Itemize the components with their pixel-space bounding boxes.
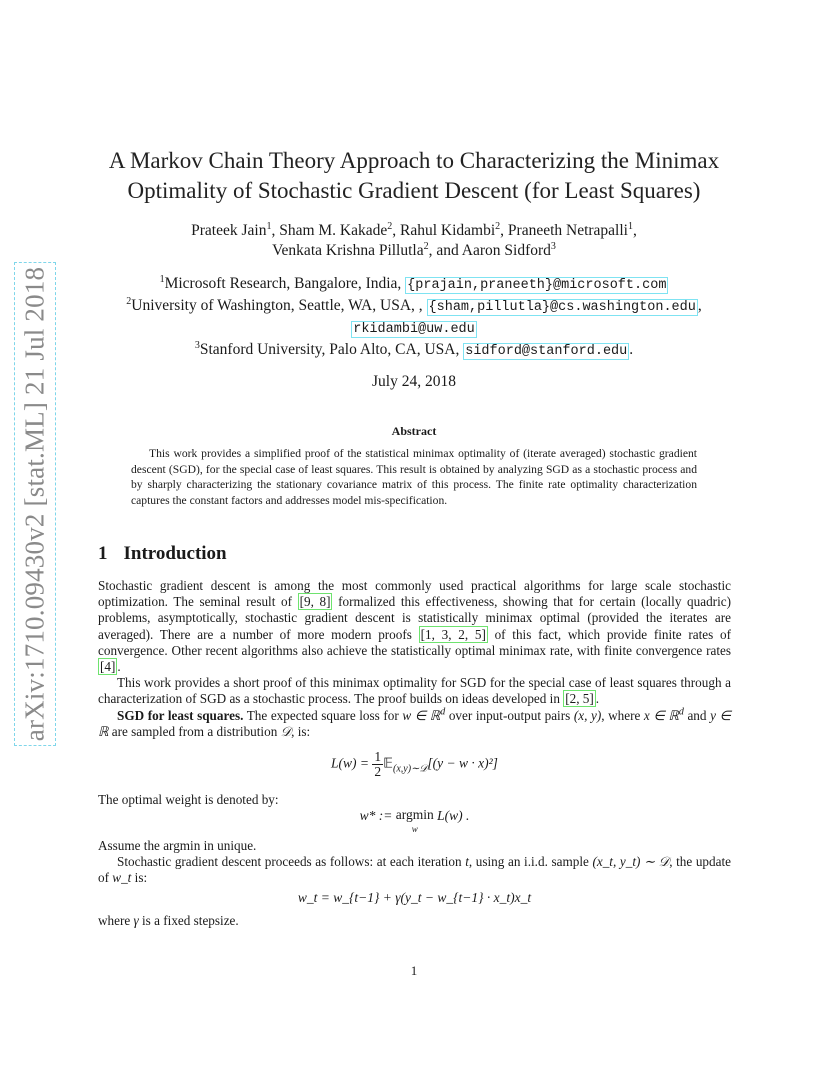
citation-link[interactable]: [2, 5] <box>565 691 594 707</box>
text-run: of this fact, which provide finite rates of convergence. Other recent algorithms also achieve the statistically optimal minimax rate, with finite convergence rates <box>98 626 731 658</box>
text-run: , is: <box>291 723 311 739</box>
text-run: Stochastic gradient descent is among the most commonly used practical algorithms for large scale stochastic optimization. The seminal result of <box>98 578 731 610</box>
math-inline <box>644 708 684 723</box>
affil-text: Stanford University, Palo Alto, CA, USA, <box>199 341 460 358</box>
paragraph <box>98 675 731 707</box>
sgd-text <box>98 838 731 887</box>
abstract-heading: Abstract <box>391 424 437 438</box>
math-text: L(w) = <box>331 755 370 771</box>
paragraph: The optimal weight is denoted by: <box>98 792 279 807</box>
section-number: 1 <box>98 543 108 564</box>
math-inline: t <box>465 854 469 870</box>
text-run: , the update of <box>98 854 731 886</box>
affil-mark: 1 <box>266 220 272 232</box>
email-link[interactable]: {prajain,praneeth}@microsoft.com <box>407 278 667 293</box>
math-inline: γ <box>133 913 139 928</box>
text-run: Stochastic gradient descent proceeds as follows: at each iteration <box>117 854 466 870</box>
opt-text <box>98 792 731 808</box>
denominator: 2 <box>374 764 382 779</box>
affil-mark: 1 <box>159 273 165 285</box>
math-text: [(y − w · x)²] <box>427 755 498 771</box>
paper-title <box>60 146 768 206</box>
equation-loss <box>98 750 731 779</box>
text-run: , using an i.i.d. sample <box>468 854 593 870</box>
paragraph <box>98 578 731 675</box>
paragraph <box>98 854 731 886</box>
title-line-2: Optimality of Stochastic Gradient Descent (for Least Squares) <box>127 178 701 203</box>
author-name: Venkata Krishna Pillutla <box>272 242 424 259</box>
page-number: 1 <box>410 963 418 978</box>
affil-text: University of Washington, Seattle, WA, USA, , <box>131 297 423 314</box>
email-link[interactable]: {sham,pillutla}@cs.washington.edu <box>428 300 696 315</box>
math-inline: (x_t, y_t) ∼ 𝒟 <box>592 854 670 870</box>
affil-mark: 2 <box>126 295 132 307</box>
math-inline: y ∈ ℝ <box>98 707 732 739</box>
email-link[interactable]: sidford@stanford.edu <box>465 344 628 359</box>
text-run: This work provides a short proof of this minimax optimality for SGD for the special case of least squares through a characterization of SGD as a stochastic process. The proof builds on ideas developed in <box>98 675 731 707</box>
citation-link[interactable]: [9, 8] <box>299 594 331 610</box>
affil-mark: 3 <box>194 339 200 351</box>
numerator: 1 <box>374 749 382 764</box>
author-name: Prateek Jain <box>191 222 267 239</box>
title-line-1: A Markov Chain Theory Approach to Characterizing the Minimax <box>108 148 720 173</box>
argmin-operator <box>396 808 434 836</box>
affil-text: Microsoft Research, Bangalore, India, <box>164 275 402 292</box>
affiliation-1 <box>60 274 768 296</box>
affiliations <box>60 274 768 362</box>
math-text: L(w) . <box>437 808 470 823</box>
math-text: w ∈ ℝ <box>402 707 441 723</box>
text-run: . <box>117 659 121 675</box>
section-heading <box>98 543 227 565</box>
equation-update: w_t = w_{t−1} + γ(y_t − w_{t−1} · x_t)x_t <box>297 890 532 905</box>
text-run: is a fixed stepsize. <box>138 913 239 928</box>
affiliation-3: $^3$Stanford University, Palo Alto, CA, USA, sidford@stanford.edu . <box>194 339 634 359</box>
math-sub: (x,y)∼𝒟 <box>393 763 428 775</box>
math-inline: 𝒟 <box>280 723 292 739</box>
arxiv-id: arXiv:1710.09430v2 [stat.ML] 21 Jul 2018 <box>19 266 50 742</box>
author-name: Aaron Sidford <box>461 242 551 259</box>
and-word: and <box>436 242 459 259</box>
arxiv-stamp[interactable] <box>14 262 56 746</box>
citation-link[interactable]: [4] <box>100 659 116 675</box>
paragraph <box>98 913 731 929</box>
math-sup: d <box>678 706 684 718</box>
run-in-heading: SGD for least squares. <box>117 707 244 723</box>
math-text: w* := <box>359 808 393 823</box>
paragraph <box>98 708 731 740</box>
text-run: and <box>683 707 711 723</box>
section-title: Introduction <box>123 543 227 564</box>
paper-date: July 24, 2018 <box>372 373 456 390</box>
operator-name: argmin <box>395 807 434 822</box>
text-run: , where <box>601 707 644 723</box>
text-run: formalized this effectiveness, showing that for certain (locally quadric) problems, asymptotically, stochastic gradient descent is statistically minimax optimal (provided the iterates are averaged). There are a number of more modern proofs <box>98 594 731 642</box>
email-link[interactable]: rkidambi@uw.edu <box>353 322 475 337</box>
math-sup: d <box>440 706 446 718</box>
math-inline: (x, y) <box>573 707 602 723</box>
text-run: over input-output pairs <box>445 707 574 723</box>
paragraph: Assume the argmin in unique. <box>98 838 257 853</box>
math-inline: w_t <box>112 870 132 886</box>
abstract-text: This work provides a simplified proof of the statistical minimax optimality of (iterate averaged) stochastic gradient descent (SGD), for the special case of least squares. This result is obtained by analyzing SGD as a stochastic process and by sharply characterizing the stationary covariance matrix of this process. The finite rate optimality characterization captures the constant factors and addresses model mis-specification. <box>131 447 697 507</box>
affil-mark: 2 <box>423 240 429 252</box>
affiliation-2: $^2$University of Washington, Seattle, WA, USA, , {sham,pillutla}@cs.washington.edu , <box>126 295 702 315</box>
author-name: Sham M. Kakade <box>279 222 388 239</box>
text-run: where <box>98 913 134 928</box>
math-inline <box>402 708 445 723</box>
text-run: is: <box>131 870 148 886</box>
fraction <box>372 750 383 779</box>
author-list: Prateek Jain$^1$, Sham M. Kakade$^2$, Rahul Kidambi$^2$, Praneeth Netrapalli$^1$, Venkata Krishna Pillutla$^2$, and Aaron Sidford$^3$ <box>191 220 637 259</box>
text-run: . <box>595 691 600 707</box>
affiliation-2-cont <box>60 318 768 340</box>
author-name: Praneeth Netrapalli <box>507 222 628 239</box>
operator-sub: w <box>411 824 418 834</box>
text-run: are sampled from a distribution <box>108 723 281 739</box>
citation-link[interactable]: [1, 3, 2, 5] <box>420 626 486 642</box>
affil-mark: 3 <box>550 240 556 252</box>
math-text: x ∈ ℝ <box>643 707 679 723</box>
math-text: 𝔼 <box>383 755 394 771</box>
affil-mark: 1 <box>627 220 633 232</box>
stepsize-text <box>98 913 731 929</box>
affil-mark: 2 <box>387 220 393 232</box>
text-run: The expected square loss for <box>243 707 403 723</box>
equation-argmin <box>98 808 731 836</box>
author-name: Rahul Kidambi <box>400 222 496 239</box>
intro-body <box>98 578 731 740</box>
affil-mark: 2 <box>495 220 501 232</box>
